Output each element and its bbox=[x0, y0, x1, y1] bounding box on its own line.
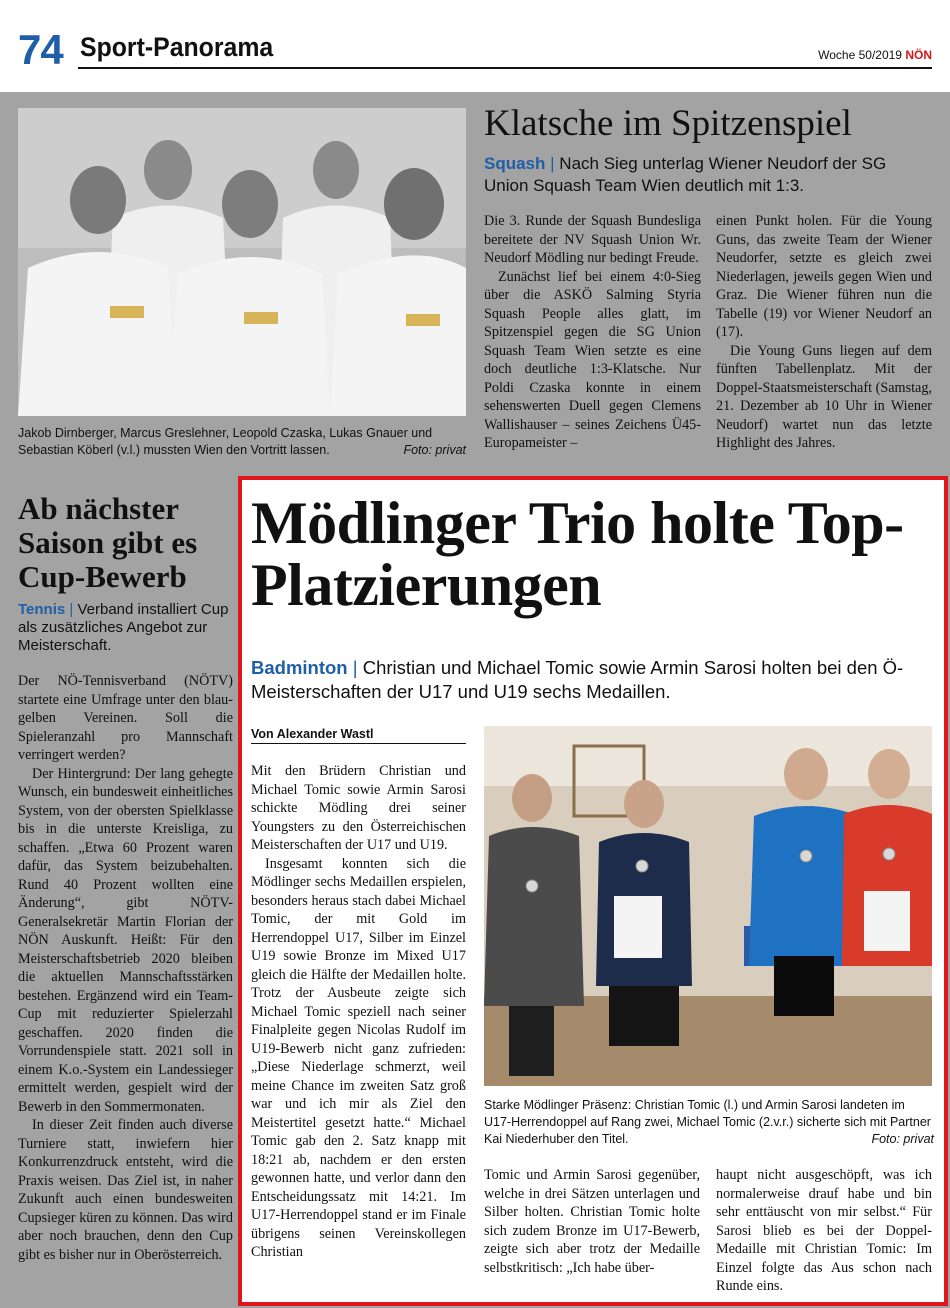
kicker-separator: | bbox=[352, 657, 358, 678]
kicker-separator: | bbox=[69, 601, 74, 618]
badminton-column-2 bbox=[484, 1166, 700, 1277]
badminton-kicker: Badminton bbox=[251, 657, 348, 678]
badminton-photo-credit: Foto: privat bbox=[871, 1132, 934, 1146]
tennis-headline: Ab nächster Saison gibt es Cup-Bewerb bbox=[18, 491, 198, 594]
header-rule bbox=[78, 67, 932, 69]
badminton-headline: Mödlinger Trio holte Top-Platzierungen bbox=[251, 490, 904, 618]
squash-caption-text: Jakob Dirnberger, Marcus Greslehner, Leopold Czaska, Lukas Gnauer und Sebastian Köberl (v.l.) mussten Wien den Vortritt lassen. bbox=[18, 426, 433, 457]
paragraph: Mit den Brüdern Christian und Michael Tomic sowie Armin Sarosi schickte Mödling drei seiner Youngsters zu den Österreichischen Meisterschaften der U17 und U19. bbox=[251, 763, 466, 853]
badminton-players-photo bbox=[484, 726, 932, 1086]
paragraph: einen Punkt holen. Für die Young Guns, das zweite Team der Wiener Neudorfer, setzte es gleich zwei Niederlagen, jeweils gegen Wien und Graz. Die Wiener führen nun die Tabelle (19) vor Wiener Neudorf an (17). bbox=[716, 213, 932, 340]
squash-headline: Klatsche im Spitzenspiel bbox=[484, 103, 852, 144]
badminton-caption-text: Starke Mödlinger Präsenz: Christian Tomic (l.) und Armin Sarosi landeten im U17-Herrendoppel auf Rang zwei, Michael Tomic (2.v.r.) sicherte sich mit Partner Kai Niederhuber den Titel. bbox=[484, 1098, 931, 1146]
brand-logo: NÖN bbox=[905, 48, 932, 62]
paragraph: In dieser Zeit finden auch diverse Turniere statt, inwiefern hier Konkurrenzdruck entsteht, wird die Praxis weisen. Das Ziel ist, in naher Zukunft auch einen bundesweiten Cupsieger küren zu können. Das wird aber noch brauchen, denn den Cup gibt es bisher nur in Oberösterreich. bbox=[18, 1117, 233, 1263]
squash-team-photo bbox=[18, 108, 466, 416]
squash-lead-text: Nach Sieg unterlag Wiener Neudorf der SG Union Squash Team Wien deutlich mit 1:3. bbox=[484, 154, 887, 195]
kicker-separator: | bbox=[550, 154, 555, 173]
squash-photo-credit: Foto: privat bbox=[403, 443, 466, 457]
issue-week: Woche 50/2019 bbox=[818, 48, 902, 62]
squash-column-1 bbox=[484, 212, 701, 453]
paragraph: Die Young Guns liegen auf dem fünften Tabellenplatz. Mit der Doppel-Staatsmeisterschaft (Samstag, 21. Dezember ab 10 Uhr in Wiener Neudorf) wartet nun das letzte Highlight des Jahres. bbox=[716, 342, 932, 451]
badminton-photo-caption bbox=[484, 1097, 934, 1148]
page-number: 74 bbox=[18, 26, 63, 73]
squash-photo-caption bbox=[18, 425, 466, 459]
paragraph: haupt nicht ausgeschöpft, was ich normalerweise drauf habe und bin sehr enttäuscht von mir selbst.“ Für Sarosi blieb es bei der Doppel-Medaille mit Christian Tomic: Im Einzel folgte das Aus schon nach Runde eins. bbox=[716, 1167, 932, 1294]
issue-info bbox=[818, 48, 932, 62]
tennis-body bbox=[18, 672, 233, 1264]
section-title: Sport-Panorama bbox=[80, 32, 274, 62]
paragraph: Die 3. Runde der Squash Bundesliga bereitete der NV Squash Union Wr. Neudorf Mödling nur bedingt Freude. bbox=[484, 213, 701, 266]
byline: Von Alexander Wastl bbox=[251, 727, 466, 744]
page-header bbox=[0, 0, 950, 92]
squash-kicker: Squash bbox=[484, 154, 546, 173]
paragraph: Insgesamt konnten sich die Mödlinger sechs Medaillen erspielen, besonders heraus stach dabei Michael Tomic, der mit Gold im Herrendoppel U17, Silber im Einzel U19 sowie Bronze im Mixed U17 gleich die Hälfte der Medaillen holte. Trotz der Ausbeute zeigte sich Michael Tomic speziell nach seiner Finalpleite gegen Nicolas Rudolf im U19-Bewerb nicht ganz zufrieden: „Diese Niederlage schmerzt, weil meine Chance im zweiten Satz groß war und ich mir als Ziel den Meistertitel gesetzt hatte.“ Michael Tomic gab den 2. Satz knapp mit 18:21 ab, nachdem er den ersten gewonnen hatte, und verlor dann den Entscheidungssatz mit 14:21. Im U17-Herrendoppel stand er im Finale übrigens seinen Vereinskollegen Christian bbox=[251, 855, 466, 1260]
badminton-column-3 bbox=[716, 1166, 932, 1296]
tennis-lead-text: Verband installiert Cup als zusätzliches Angebot zur Meisterschaft. bbox=[18, 601, 229, 654]
paragraph: Der NÖ-Tennisverband (NÖTV) startete eine Umfrage unter den blau-gelben Vereinen. Soll die Spieleranzahl pro Mannschaft verringert werden? bbox=[18, 673, 233, 763]
badminton-lead-text: Christian und Michael Tomic sowie Armin Sarosi holten bei den Ö-Meisterschaften der U17 und U19 sechs Medaillen. bbox=[251, 657, 904, 702]
squash-column-2 bbox=[716, 212, 932, 453]
badminton-lead bbox=[251, 656, 941, 704]
paragraph: Zunächst lief bei einem 4:0-Sieg über die ASKÖ Salming Styria Squash People alles glatt, im Spitzenspiel gegen die SG Union Squash Team Wien setzte es eine doch deutliche 1:3-Klatsche. Nur Poldi Czaska konnte in einem sehenswerten Duell gegen Clemens Wallishauser – seines Zeichens Ü45-Europameister – bbox=[484, 268, 701, 451]
badminton-column-1 bbox=[251, 762, 466, 1262]
tennis-kicker: Tennis bbox=[18, 601, 66, 618]
paragraph: Der Hintergrund: Der lang gehegte Wunsch, ein bundesweit einheitliches System, von der obersten Spielklasse bis in die unterste Kreisliga, zu schaffen. „Etwa 60 Prozent waren dafür, das System beizubehalten. Rund 40 Prozent wollten eine Änderung“, gibt NÖTV-Generalsekretär Martin Florian der NÖN Auskunft. Heißt: Für den Meisterschaftsbetrieb 2020 bleiben die aktuellen Mannschaftsstärken bestehen. Ergänzend wird ein Team-Cup mit reduzierter Spielerzahl geschaffen. 2020 finden die Vorrundenspiele statt. 2021 soll in einem K.o.-System ein Landessieger ermittelt werden, gespielt wird der Bewerb in den Sommermonaten. bbox=[18, 765, 233, 1115]
paragraph: Tomic und Armin Sarosi gegenüber, welche in drei Sätzen unterlagen und Silber holten. Christian Tomic holte sich zudem Bronze im U17-Bewerb, zeigte sich aber trotz der Medaille selbstkritisch: „Ich habe über- bbox=[484, 1167, 700, 1276]
squash-lead bbox=[484, 153, 924, 197]
tennis-lead bbox=[18, 601, 233, 655]
